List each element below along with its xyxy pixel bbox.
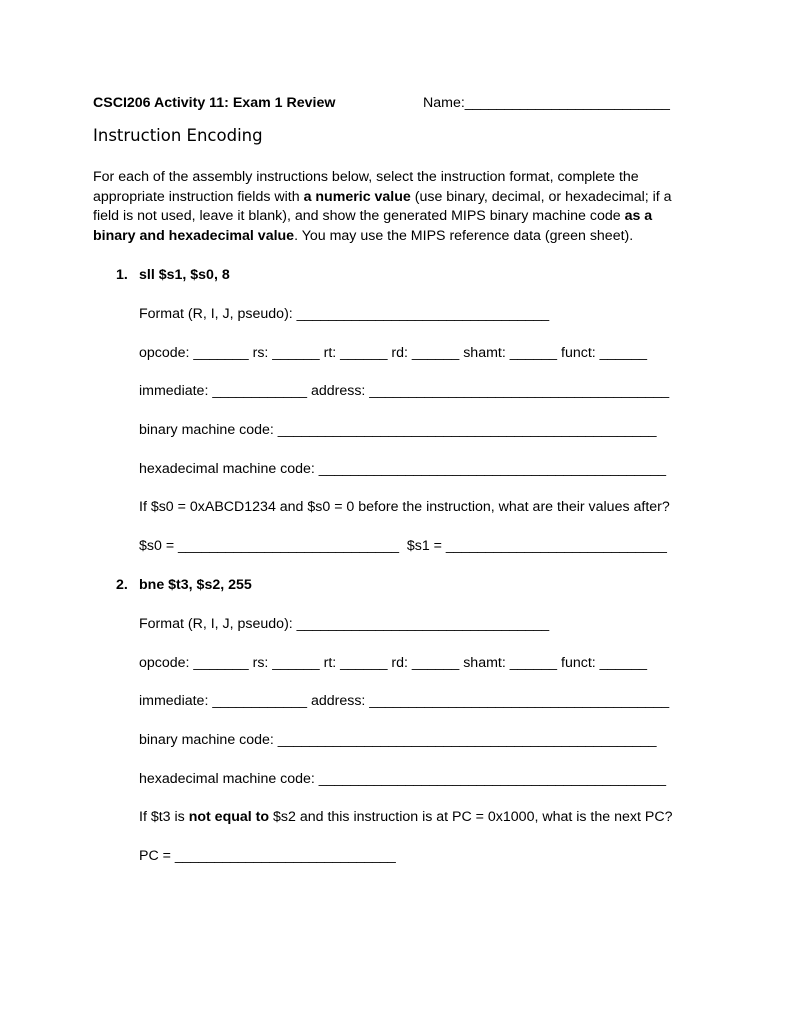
intro-text: . You may use the MIPS reference data (green sheet). [294,228,634,244]
format-field[interactable]: Format (R, I, J, pseudo): ________________________________ [139,306,550,322]
intro-line-4 [93,227,633,245]
immediate-address-field[interactable]: immediate: ____________ address: ______________________________________ [139,693,670,709]
intro-text: appropriate instruction fields with [93,189,304,205]
question-prompt [139,808,672,826]
intro-text: field is not used, leave it blank), and show the generated MIPS binary machine code [93,208,625,224]
instruction-fields[interactable]: opcode: _______ rs: ______ rt: ______ rd: ______ shamt: ______ funct: ______ [139,655,647,671]
prompt-emphasis: not equal to [188,809,270,825]
hex-machine-code-field[interactable]: hexadecimal machine code: ____________________________________________ [139,461,666,477]
prompt-text: If $t3 is [139,809,189,825]
question-prompt: If $s0 = 0xABCD1234 and $s0 = 0 before the instruction, what are their values after? [139,499,670,515]
name-field[interactable]: Name:__________________________ [423,95,670,111]
register-answer-field[interactable]: $s0 = ____________________________ $s1 = ____________________________ [139,538,667,554]
question-instruction: bne $t3, $s2, 255 [139,577,252,593]
hex-machine-code-field[interactable]: hexadecimal machine code: ____________________________________________ [139,771,666,787]
section-title: Instruction Encoding [93,126,263,145]
intro-emphasis: binary and hexadecimal value [93,228,295,244]
binary-machine-code-field[interactable]: binary machine code: ________________________________________________ [139,732,657,748]
question-instruction: sll $s1, $s0, 8 [139,267,230,283]
pc-answer-field[interactable]: PC = ____________________________ [139,848,396,864]
question-number: 2. [116,577,128,593]
prompt-text: $s2 and this instruction is at PC = 0x1000, what is the next PC? [269,809,673,825]
instruction-fields[interactable]: opcode: _______ rs: ______ rt: ______ rd: ______ shamt: ______ funct: ______ [139,345,647,361]
intro-line-2 [93,188,672,206]
intro-line-3 [93,207,652,225]
intro-text: (use binary, decimal, or hexadecimal; if a [410,189,672,205]
intro-emphasis: a numeric value [303,189,411,205]
intro-emphasis: as a [624,208,653,224]
document-title: CSCI206 Activity 11: Exam 1 Review [93,95,336,111]
question-number: 1. [116,267,128,283]
immediate-address-field[interactable]: immediate: ____________ address: ______________________________________ [139,383,670,399]
format-field[interactable]: Format (R, I, J, pseudo): ________________________________ [139,616,550,632]
intro-line-1: For each of the assembly instructions below, select the instruction format, complete the [93,169,639,185]
binary-machine-code-field[interactable]: binary machine code: ________________________________________________ [139,422,657,438]
